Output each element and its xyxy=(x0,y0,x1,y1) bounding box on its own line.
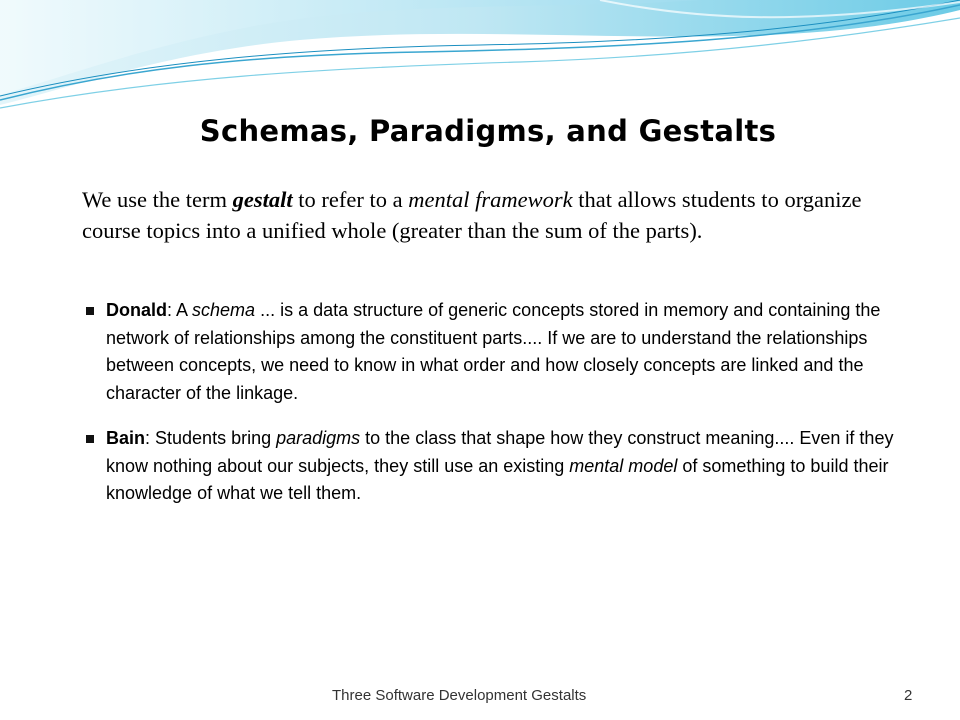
bullet-square-icon xyxy=(86,435,94,443)
bullet-author: Bain xyxy=(106,428,146,448)
header-wave-decoration xyxy=(0,0,960,120)
bullet-square-icon xyxy=(86,307,94,315)
intro-text-2: to refer to a xyxy=(292,187,409,212)
bullet-term: mental model xyxy=(569,455,678,476)
bullet-term: schema xyxy=(192,300,256,320)
bullet-bain xyxy=(86,425,916,508)
slide-title: Schemas, Paradigms, and Gestalts xyxy=(199,114,777,148)
bullet-text: ... is a data structure of generic concepts stored in memory and containing the network of relationships among the constituent parts.... If we are to understand the relationships between concepts, we need to know in what order and how closely concepts are linked and the character of the linkage. xyxy=(106,300,881,403)
bullet-author: Donald xyxy=(106,300,167,320)
bullet-text: to the class that shape how they construct meaning.... Even if they know nothing about our subjects, they still use an existing xyxy=(106,428,894,476)
intro-text-1: We use the term xyxy=(82,187,233,212)
term-gestalt: gestalt xyxy=(232,187,293,212)
bullet-donald xyxy=(86,297,916,407)
bullet-term: paradigms xyxy=(276,428,361,448)
footer-title: Three Software Development Gestalts xyxy=(332,687,587,704)
bullet-text: of something to build their knowledge of what we tell them. xyxy=(106,455,889,503)
term-mental-framework: mental framework xyxy=(408,187,573,212)
slide-footer xyxy=(0,687,960,707)
intro-paragraph xyxy=(82,184,882,246)
intro-text-3: that allows students to organize course topics into a unified whole (greater than the sum of the parts). xyxy=(82,187,862,243)
bullet-text: : Students bring xyxy=(145,428,277,448)
bullet-body xyxy=(106,425,916,508)
bullet-text: : A xyxy=(167,300,193,320)
bullet-body xyxy=(106,297,916,407)
page-number: 2 xyxy=(904,687,913,704)
